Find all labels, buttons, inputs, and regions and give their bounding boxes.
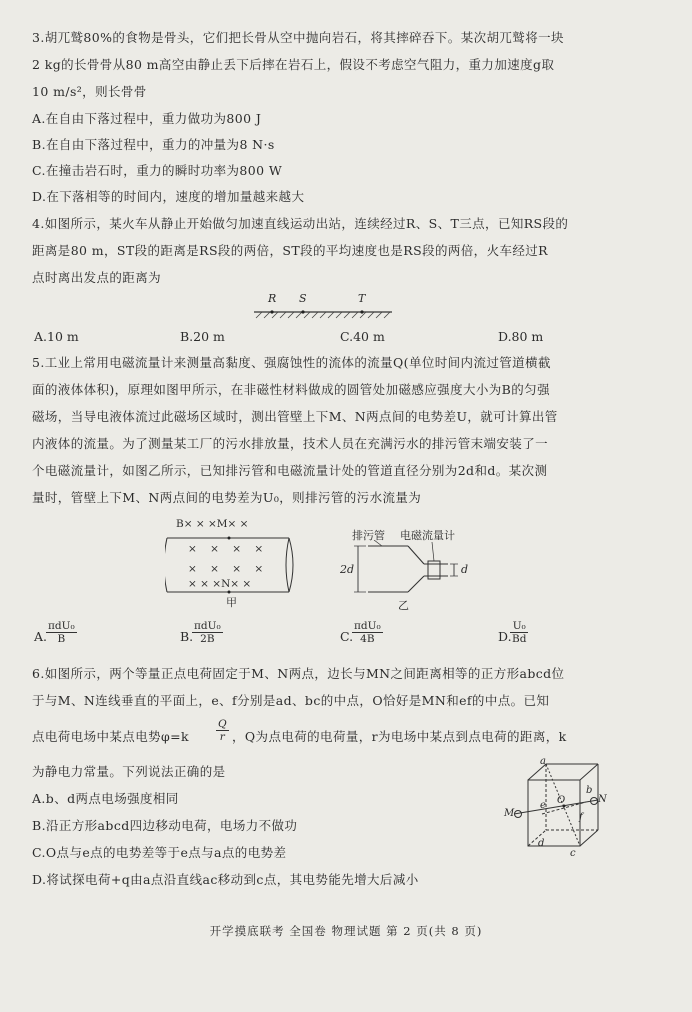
q3-option: C.在撞击岩石时，重力的瞬时功率为800 W <box>32 163 283 178</box>
q6-line: 6.如图所示，两个等量正点电荷固定于M、N两点，边长与MN之间距离相等的正方形abcd位 <box>32 666 565 681</box>
point-t <box>360 310 363 313</box>
label-s: S <box>299 292 307 305</box>
point-s <box>301 310 304 313</box>
cube-label-o: O <box>557 795 566 806</box>
q4-line: 4.如图所示，某火车从静止开始做匀加速直线运动出站，连续经过R、S、T三点，已知RS段的 <box>32 216 569 231</box>
frac-num: Q <box>218 718 227 730</box>
q5-option-b-frac <box>192 620 223 645</box>
q3-line: 3.胡兀鹫80%的食物是骨头，它们把长骨从空中抛向岩石，将其摔碎吞下。某次胡兀鹫将一块 <box>32 30 564 45</box>
yi-caption: 乙 <box>398 599 409 612</box>
q3-line: 2 kg的长骨骨从80 m高空由静止丢下后摔在岩石上，假设不考虑空气阻力，重力加速度g取 <box>32 57 555 72</box>
q3-option: A.在自由下落过程中，重力做功为800 J <box>32 111 262 126</box>
cube-label-f: f <box>579 812 583 823</box>
frac-num: πdU₀ <box>354 620 381 632</box>
q6-line: 为静电力常量。下列说法正确的是 <box>32 764 226 779</box>
yi-dim-d: d <box>461 563 469 576</box>
q5-option-c-frac <box>352 620 383 645</box>
q5-option-b-prefix: B. <box>180 629 194 644</box>
yi-dim-2d: 2d <box>340 563 355 576</box>
q5-option-d-frac <box>510 620 528 645</box>
q5-option-a-prefix: A. <box>34 629 48 644</box>
cube-label-d: d <box>538 838 545 849</box>
q6-line: 于与M、N连线垂直的平面上，e、f分别是ad、bc的中点，O恰好是MN和ef的中点。已知 <box>32 693 550 708</box>
q5-option-a-frac <box>46 620 77 645</box>
frac-num: U₀ <box>510 620 528 633</box>
yi-pipe-label: 排污管 <box>352 529 385 542</box>
cube-label-e: e <box>540 800 546 811</box>
yi-meter-label: 电磁流量计 <box>400 529 455 542</box>
q5-option-d-prefix: D. <box>498 629 512 644</box>
cube-figure <box>508 758 610 862</box>
label-t: T <box>358 292 366 305</box>
jia-caption: 甲 <box>226 596 237 609</box>
q6-option: B.沿正方形abcd四边移动电荷，电场力不做功 <box>32 818 298 833</box>
potential-frac <box>216 718 229 743</box>
frac-den: r <box>219 731 225 743</box>
cube-label-b: b <box>586 785 593 796</box>
jia-field-row: × × × × <box>188 563 269 575</box>
q5-line: 个电磁流量计，如图乙所示，已知排污管和电磁流量计处的管道直径分别为2d和d。某次测 <box>32 463 548 478</box>
q5-line: 内液体的流量。为了测量某工厂的污水排放量，技术人员在充满污水的排污管末端安装了一 <box>32 436 549 451</box>
q4-option-c: C.40 m <box>340 329 385 344</box>
track-hatching <box>256 312 390 318</box>
q6-line: 点电荷电场中某点电势φ=k <box>32 729 190 744</box>
frac-num: πdU₀ <box>48 620 75 632</box>
label-r: R <box>268 292 277 305</box>
jia-field-row: × × × × <box>188 543 269 555</box>
q5-line: 面的液体体积)，原理如图甲所示，在非磁性材料做成的圆管处加磁感应强度大小为B的匀强 <box>32 382 550 397</box>
q5-line: 5.工业上常用电磁流量计来测量高黏度、强腐蚀性的流体的流量Q(单位时间内流过管道横截 <box>32 355 551 370</box>
q6-option: C.O点与e点的电势差等于e点与a点的电势差 <box>32 845 287 860</box>
frac-den: B <box>57 633 66 645</box>
q4-line: 距离是80 m，ST段的距离是RS段的两倍，ST段的平均速度也是RS段的两倍，火车经过R <box>32 243 548 258</box>
q6-option: A.b、d两点电场强度相同 <box>32 791 179 806</box>
q4-option-b: B.20 m <box>180 329 225 344</box>
q3-line: 10 m/s²，则长骨骨 <box>32 84 147 99</box>
jia-bottom-label: × × ×N× × <box>188 578 252 590</box>
q4-line: 点时离出发点的距离为 <box>32 270 162 285</box>
page-footer: 开学摸底联考 全国卷 物理试题 第 2 页(共 8 页) <box>209 924 483 938</box>
frac-den: Bd <box>512 633 527 645</box>
frac-den: 4B <box>360 633 375 645</box>
q5-line: 磁场，当导电液体流过此磁场区域时，测出管壁上下M、N两点间的电势差U，就可计算出管 <box>32 409 558 424</box>
cube-label-m: M <box>504 808 515 819</box>
frac-num: πdU₀ <box>194 620 221 632</box>
q4-option-d: D.80 m <box>498 329 544 344</box>
q5-line: 量时，管壁上下M、N两点间的电势差为U₀，则排污管的污水流量为 <box>32 490 422 505</box>
q3-option: D.在下落相等的时间内，速度的增加量越来越大 <box>32 189 305 204</box>
q6-option: D.将试探电荷+q由a点沿直线ac移动到c点，其电势能先增大后减小 <box>32 872 419 887</box>
cube-label-n: N <box>598 794 607 805</box>
cube-label-a: a <box>540 756 546 767</box>
q6-line: ，Q为点电荷的电荷量，r为电场中某点到点电荷的距离，k <box>232 729 567 744</box>
jia-top-label: B× × ×M× × <box>176 518 249 530</box>
q3-option: B.在自由下落过程中，重力的冲量为8 N·s <box>32 137 275 152</box>
cube-label-c: c <box>570 848 576 859</box>
q4-option-a: A.10 m <box>34 329 79 344</box>
q5-option-c-prefix: C. <box>340 629 354 644</box>
frac-den: 2B <box>200 633 215 645</box>
point-r <box>270 310 273 313</box>
